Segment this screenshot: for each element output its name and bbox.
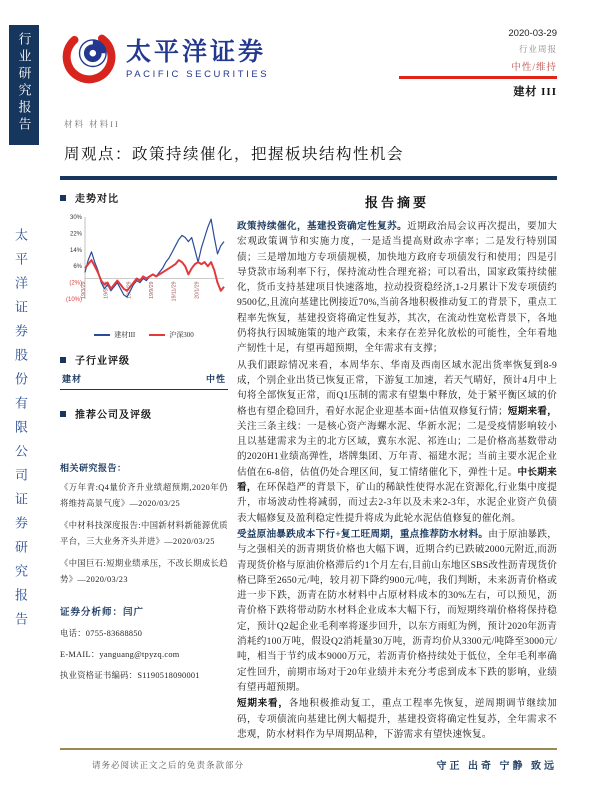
title-divider — [60, 176, 557, 180]
industry-name: 建材 III — [513, 86, 557, 98]
x-axis-tick: 19/11/29 — [171, 281, 178, 302]
trend-header-label: 走势对比 — [75, 194, 119, 205]
sector-breadcrumb: 材料 材料II — [64, 119, 120, 129]
summary-title: 报告摘要 — [364, 195, 429, 210]
recommend-section-header — [60, 406, 228, 421]
related-report-item: 《中国巨石:短期业绩承压，不改长期成长趋势》—2020/03/23 — [60, 559, 228, 584]
y-axis-tick: (2%) — [69, 280, 82, 287]
summary-paragraph: 受益原油暴跌成本下行+复工旺周期，重点推荐防水材料。由于原油暴跌，与之强相关的沥青期货价格也大幅下调，近期合约已跌破2000元附近,而沥青现货价格与原油价格滞后约1个月左右,目前山东地区SBS改性沥青现货价格已降至2650元/吨，较月初下降约900元/吨，我们判断，未来沥青价格或进一步下跌，沥青在防水材料中占原材料成本的30%左右，可以预见，沥青价格下跌将带动防水材料企业成本大幅下行，而短期终端价格将保持稳定，预计Q2起企业毛利率将逐步回升，以东方雨虹为例，预计2020年沥青消耗约100万吨，假设Q2消耗量30万吨，沥青均价从3300元/吨降至3000元/吨，相当于节约成本9000万元，若沥青价格持续处于低位，全年毛利率确定性回升，前期市场对于20年业绩并未充分考虑到成本下跌的影响，业绩有望再超预期。 — [237, 528, 557, 693]
analyst-name: 证券分析师：闫广 — [60, 608, 145, 618]
analyst-email: E-MAIL：yanguang@tpyzq.com — [60, 650, 180, 659]
y-axis-tick: 14% — [69, 247, 82, 254]
pacific-securities-logo-icon — [62, 26, 118, 86]
sub-industry-rating: 中性 — [205, 374, 226, 384]
brand-name-cn: 太平洋证券 — [126, 38, 267, 66]
report-type: 行业周报 — [518, 44, 557, 54]
sub-rating-header-label: 子行业评级 — [75, 356, 130, 367]
sub-rating-table — [60, 367, 228, 390]
x-axis-tick: 19/3/29 — [81, 281, 87, 299]
trend-comparison-chart — [60, 211, 228, 323]
brand-header — [62, 26, 269, 86]
summary-column — [237, 192, 557, 743]
legend-item — [149, 330, 194, 340]
analyst-section — [60, 604, 228, 681]
related-reports-header: 相关研究报告： — [60, 463, 127, 473]
recommend-header-label: 推荐公司及评级 — [75, 410, 152, 421]
chart-legend — [60, 330, 228, 340]
x-axis-tick: 19/9/29 — [148, 281, 155, 299]
x-axis-tick: 19/7/29 — [126, 281, 133, 299]
sub-rating-row — [60, 367, 228, 390]
recommend-section — [60, 406, 228, 421]
legend-line-icon — [149, 334, 165, 336]
page-title: 周观点：政策持续催化，把握板块结构性机会 — [64, 146, 405, 163]
square-bullet-icon — [60, 411, 66, 417]
footer-motto: 守正 出奇 宁静 致远 — [436, 761, 557, 772]
x-axis-tick: 20/1/29 — [194, 281, 201, 299]
related-report-item: 《中材科技深度报告:中国新材料新能源优质平台，三大业务齐头并进》—2020/03/25 — [60, 521, 228, 546]
brand-name-en: PACIFIC SECURITIES — [126, 69, 270, 80]
trend-chart-wrap — [60, 211, 228, 340]
related-reports-list — [60, 480, 228, 588]
y-axis-tick: (10%) — [65, 297, 82, 303]
industry-rating: 中性/维持 — [511, 63, 557, 73]
legend-line-icon — [94, 334, 110, 336]
analyst-phone: 电话：0755-83688850 — [60, 629, 143, 638]
summary-paragraph: 政策持续催化，基建投资确定性复苏。近期政治局会议再次提出，要加大宏观政策调节和实施力度，一是适当提高财政赤字率；二是发行特别国债；三是增加地方专项债规模，加快地方政府专项债发行和使用；四是引导贷款市场利率下行，保持流动性合理充裕；可以看出，国家政策持续催化，货币支持基建项目快速落地，拉动投资稳经济,1-2月累计下发专项债约9500亿,且流向基建比例接近70%,当前各地积极推动复工的背景下，重点工程率先恢复，基建投资将确定性复苏，其次，在流动性宽松背景下，各地仍将执行因城施策的地产政策，未来存在差异化放松的可能性，全年看地产韧性十足，有望再超预期，全年需求有支撑； — [237, 221, 557, 355]
sub-industry-name: 建材 — [62, 374, 83, 384]
legend-label: 建材III — [114, 331, 136, 339]
left-column — [60, 190, 228, 681]
legend-item — [94, 330, 135, 340]
sub-rating-section-header — [60, 352, 228, 367]
analyst-license: 执业资格证书编码：S1190518090001 — [60, 671, 200, 680]
report-date: 2020-03-29 — [508, 28, 557, 39]
y-axis-tick: 22% — [69, 231, 82, 238]
y-axis-tick: 6% — [73, 264, 82, 271]
summary-paragraph: 短期来看，各地积极推动复工，重点工程率先恢复，逆周期调节继续加码，专项债流向基建比例大幅提升，基建投资将确定性复苏，全年需求不悲观，防水材料作为早周期品种，下游需求有望快速恢复。 — [237, 698, 557, 740]
sidebar-company-name: 太平洋证券股份有限公司证券研究报告 — [13, 228, 28, 636]
sub-industry-rating-section — [60, 352, 228, 390]
summary-body — [237, 219, 557, 742]
trend-section-header — [60, 190, 228, 205]
report-meta — [399, 28, 557, 99]
x-axis-tick: 19/5/29 — [103, 281, 110, 299]
legend-label: 沪深300 — [169, 331, 194, 339]
y-axis-tick: 30% — [69, 215, 82, 221]
related-reports-section — [60, 461, 228, 588]
brand-text — [126, 32, 269, 80]
related-report-item: 《万年青:Q4量价齐升业绩超预期,2020年仍将维持高景气度》—2020/03/25 — [60, 483, 228, 508]
sidebar-report-category: 行业研究报告 — [9, 25, 39, 145]
summary-paragraph: 从我们跟踪情况来看，本周华东、华南及西南区域水泥出货率恢复到8-9成，个别企业出货已恢复正常，下游复工加速，若天气晴好，预计4月中上旬将全部恢复正常，而Q1压制的需求有望集中释放，处于紧平衡区域的价格也有望企稳回升，看好水泥企业迎基本面+估值双修复行情；短期来看，关注三条主线：一是核心资产海螺水泥、华新水泥；二是受疫情影响较小且以基建需求为主的北方区域，冀东水泥、祁连山；二是价格高基数带动的2020H1业绩高弹性，塔牌集团、万年青、福建水泥；当前主要水泥企业估值在6-8倍，估值仍处合理区间，复工情绪催化下，弹性十足。中长期来看，在环保趋严的背景下，矿山的稀缺性使得水泥在资源化,行业集中度提升，市场波动性将减弱，而过去2-3年以及未来2-3年，水泥企业资产负债表大幅修复及盈利稳定性提升将成为此轮水泥估值修复的催化剂。 — [237, 359, 557, 524]
square-bullet-icon — [60, 195, 66, 201]
page-footer — [60, 748, 557, 772]
rating-underline — [399, 76, 557, 79]
footer-disclaimer: 请务必阅读正文之后的免责条款部分 — [92, 759, 245, 770]
square-bullet-icon — [60, 357, 66, 363]
